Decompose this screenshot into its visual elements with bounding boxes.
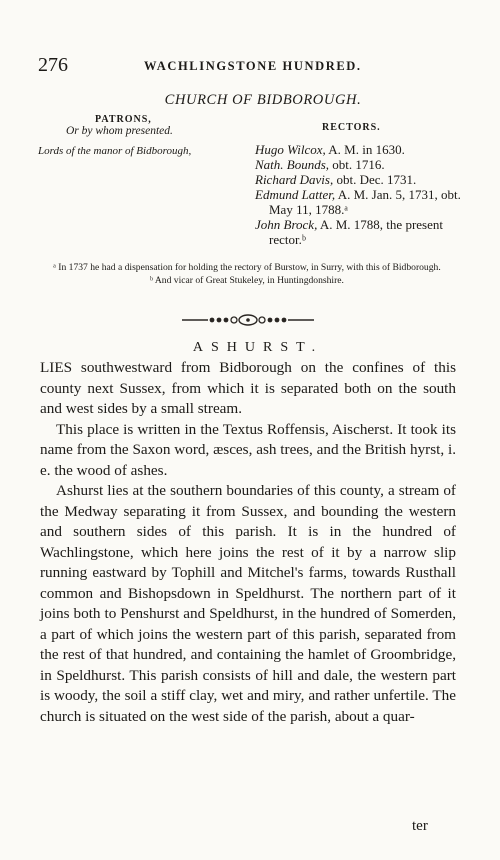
rector-name: Edmund Latter, [255, 187, 336, 202]
rector-name: Richard Davis, [255, 172, 334, 187]
body-paragraph: Ashurst lies at the southern boundaries of this county, a stream of the Medway separating it from Sussex, and bounding the western and southern sides of this parish. It is in the hundred of Wachlingstone, which here joins the rest of it by a narrow slip running eastward by Tophill and Mitchel's farms, towards Rusthall common and Bishopsdown in Speldhurst. The northern part of it joins both to Penshurst and Speldhurst, in the hundred of Somerden, a part of which joins the western part of this parish, separated from the rest of that hundred, and containing the hamlet of Groombridge, in Speldhurst. This parish consists of hill and dale, the western part is woody, the soil a stiff clay, wet and miry, and rather unfertile. The church is situated on the west side of the parish, about a quar- [40, 482, 456, 725]
rector-name: Hugo Wilcox, [255, 142, 326, 157]
rector-entry [255, 157, 461, 172]
running-head-title: WACHLINGSTONE HUNDRED. [144, 59, 362, 73]
rector-entry [255, 217, 461, 247]
footnote-a: ᵃ In 1737 he had a dispensation for holding the rectory of Burstow, in Surry, with this of Bidborough. [53, 262, 441, 273]
rector-name: John Brock, [255, 217, 318, 232]
rector-detail: A. M. Jan. 5, 1731, obt. May 11, 1788.ᵃ [269, 187, 461, 217]
running-head [38, 54, 458, 78]
ornament-divider [180, 313, 316, 327]
patrons-subheading: Or by whom presented. [66, 125, 173, 137]
rector-detail: obt. 1716. [329, 157, 385, 172]
footnote-b: ᵇ And vicar of Great Stukeley, in Huntingdonshire. [150, 274, 344, 286]
rector-detail: obt. Dec. 1731. [333, 172, 417, 187]
page-number: 276 [38, 54, 68, 76]
body-paragraph: LIES southwestward from Bidborough on the confines of this county next Sussex, from which it is separated both on the south and west sides by a small stream. [40, 359, 456, 417]
footnotes [38, 262, 456, 287]
rectors-list [255, 142, 461, 247]
catchword: ter [412, 818, 428, 834]
rector-detail: A. M. 1788, the present rector.ᵇ [269, 217, 443, 247]
patron-entry: Lords of the manor of Bidborough, [38, 145, 192, 157]
patrons-heading: PATRONS, [95, 114, 152, 125]
section-title: CHURCH OF BIDBOROUGH. [164, 92, 362, 108]
rector-detail: A. M. in 1630. [325, 142, 405, 157]
rector-name: Nath. Bounds, [255, 157, 330, 172]
rectors-heading: RECTORS. [322, 122, 381, 133]
place-title: ASHURST. [192, 340, 324, 355]
rector-entry [255, 172, 461, 187]
rector-entry [255, 187, 461, 217]
body-text [40, 358, 456, 727]
body-paragraph: This place is written in the Textus Roffensis, Aischerst. It took its name from the Saxon word, æsces, ash trees, and the British hyrst, i. e. the wood of ashes. [40, 420, 456, 479]
rector-entry [255, 142, 461, 157]
